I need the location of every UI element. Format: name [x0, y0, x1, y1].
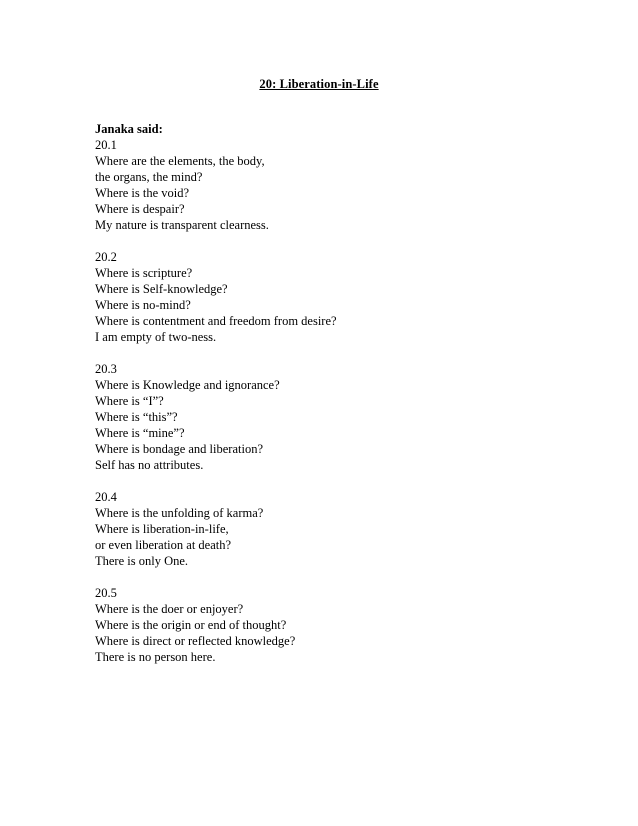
- verse-number: 20.1: [95, 138, 117, 152]
- verse-line: Where is “I”?: [95, 394, 164, 408]
- verse-line: Where is the doer or enjoyer?: [95, 602, 244, 616]
- verse-line: Where is despair?: [95, 202, 185, 216]
- verse-line: My nature is transparent clearness.: [95, 218, 269, 232]
- verse-line: There is no person here.: [95, 650, 216, 664]
- verse-line: Where is contentment and freedom from desire?: [95, 314, 337, 328]
- verse-20-5: [95, 585, 575, 665]
- verse-line: Where is Self-knowledge?: [95, 282, 228, 296]
- verse-line: Where is direct or reflected knowledge?: [95, 634, 296, 648]
- verse-20-2: [95, 249, 575, 345]
- verse-line: Where is liberation-in-life,: [95, 522, 229, 536]
- verse-line: Where are the elements, the body,: [95, 154, 265, 168]
- verse-line: Where is “mine”?: [95, 426, 185, 440]
- chapter-title: 20: Liberation-in-Life: [259, 77, 379, 91]
- verse-line: Where is the unfolding of karma?: [95, 506, 264, 520]
- verse-number: 20.3: [95, 362, 117, 376]
- verse-number: 20.2: [95, 250, 117, 264]
- verse-line: I am empty of two-ness.: [95, 330, 217, 344]
- verse-20-1: [95, 137, 575, 233]
- verse-line: Where is Knowledge and ignorance?: [95, 378, 280, 392]
- verse-line: There is only One.: [95, 554, 189, 568]
- speaker-label: Janaka said:: [95, 122, 163, 136]
- verse-line: Where is the void?: [95, 186, 190, 200]
- verse-number: 20.5: [95, 586, 117, 600]
- verse-line: the organs, the mind?: [95, 170, 203, 184]
- verse-line: Self has no attributes.: [95, 458, 204, 472]
- verse-20-4: [95, 489, 575, 569]
- verse-line: Where is scripture?: [95, 266, 193, 280]
- verse-20-3: [95, 361, 575, 473]
- verse-line: or even liberation at death?: [95, 538, 232, 552]
- document-body: [95, 121, 575, 681]
- verse-line: Where is the origin or end of thought?: [95, 618, 287, 632]
- verse-line: Where is bondage and liberation?: [95, 442, 263, 456]
- verse-line: Where is no-mind?: [95, 298, 191, 312]
- verse-number: 20.4: [95, 490, 117, 504]
- verse-line: Where is “this”?: [95, 410, 178, 424]
